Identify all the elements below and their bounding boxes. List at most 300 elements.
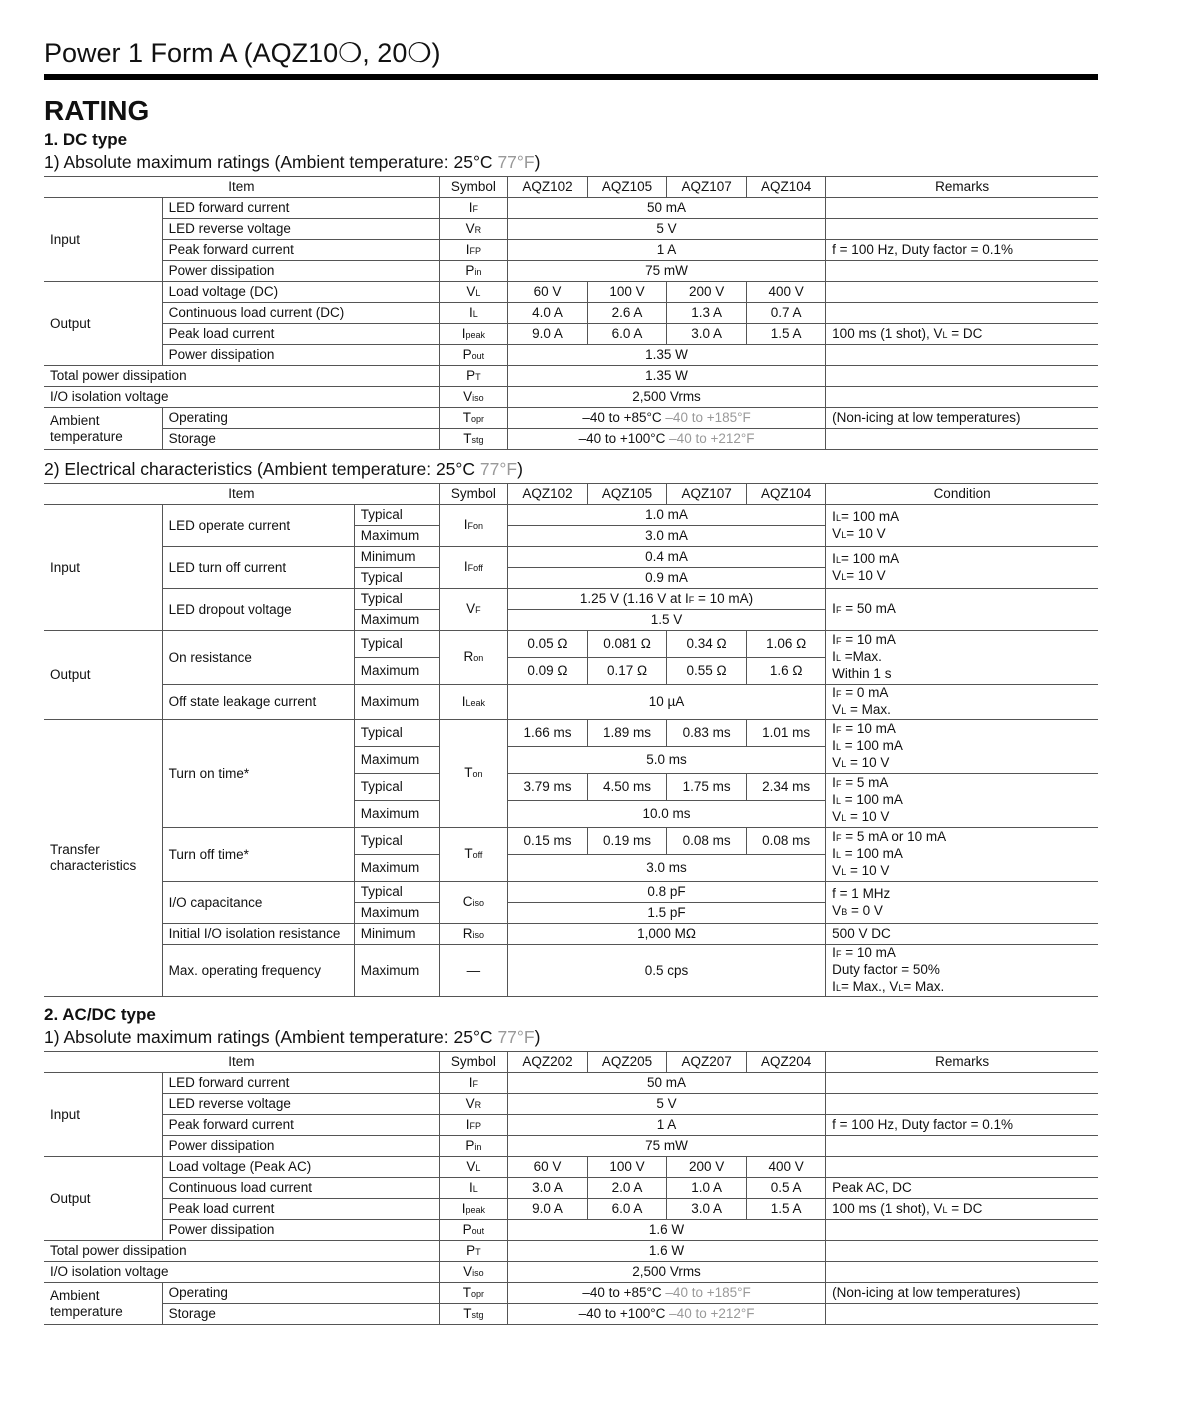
value-cell: 0.9 mA (507, 568, 825, 589)
value-cell: 0.34 Ω (667, 631, 747, 658)
cond-subscript: L (835, 796, 841, 806)
value-cell: 0.5 cps (507, 945, 825, 997)
header-col: Symbol (439, 484, 507, 505)
cond-letter: I (832, 721, 836, 736)
cond-letter: V (832, 702, 842, 717)
value-cell: 0.5 A (747, 1178, 826, 1199)
cond-subscript: L (835, 653, 841, 663)
cond-subscript: F (835, 605, 842, 615)
condition-line (832, 649, 1092, 666)
item-label: Peak load current (162, 324, 439, 345)
cond-subscript: L (835, 512, 841, 523)
cond-subscript: L (835, 742, 841, 752)
item-label: Operating (162, 408, 439, 429)
cond-subscript: L (835, 850, 841, 860)
remarks-cell (826, 366, 1098, 387)
symbol-cell (439, 1220, 507, 1241)
qualifier-cell: Maximum (354, 747, 439, 774)
remarks-cell (826, 198, 1098, 219)
condition-line (832, 886, 1092, 903)
table-row (44, 720, 1098, 747)
cond-letter: V (832, 902, 842, 918)
value-cell: 1.75 ms (667, 774, 747, 801)
symbol-subscript: L (475, 1162, 481, 1173)
value-cell: 6.0 A (587, 324, 666, 345)
symbol-letter: I (461, 693, 466, 709)
symbol-letter: I (468, 199, 473, 215)
item-label: LED reverse voltage (162, 1094, 439, 1115)
remarks: (Non-icing at low temperatures) (832, 410, 1021, 425)
table-row (44, 1073, 1098, 1094)
value-cell: 0.05 Ω (507, 631, 587, 658)
condition-line (832, 755, 1092, 772)
cond-subscript: L (841, 867, 847, 877)
symbol-subscript: peak (465, 329, 486, 340)
value-cell: 1.5 A (747, 1199, 826, 1220)
symbol-cell (439, 882, 507, 924)
symbol-subscript: L (475, 287, 481, 298)
qualifier-cell: Maximum (354, 801, 439, 828)
cond-text: = 10 mA (841, 632, 896, 647)
symbol-cell (439, 366, 507, 387)
table-row (44, 303, 1098, 324)
value-cell: 1.6 Ω (747, 658, 826, 685)
item-label: Load voltage (DC) (162, 282, 439, 303)
condition-line (832, 568, 1092, 585)
symbol-letter: I (465, 241, 470, 257)
value-cell: 1.06 Ω (747, 631, 826, 658)
qualifier-cell: Typical (354, 774, 439, 801)
table-row (44, 1241, 1098, 1262)
value: 1.35 W (645, 347, 688, 362)
value-cell: 60 V (507, 282, 587, 303)
table-row (44, 1283, 1098, 1304)
cond-letter: I (832, 792, 836, 807)
value-cell: 4.0 A (507, 303, 587, 324)
group-label: Input (44, 1073, 162, 1157)
remarks-sub: L (942, 1204, 948, 1215)
table-row (44, 589, 1098, 610)
value-cell: 4.50 ms (587, 774, 666, 801)
condition-line (832, 526, 1092, 543)
table-row (44, 282, 1098, 303)
symbol-subscript: peak (465, 1204, 486, 1215)
table-row (44, 1220, 1098, 1241)
value: 75 mW (645, 263, 688, 278)
qualifier-cell: Maximum (354, 685, 439, 720)
table-row (44, 685, 1098, 720)
acdc-absolute-ratings-table (44, 1051, 1098, 1325)
cond-text: = 10 mA (841, 945, 896, 960)
symbol-letter: C (462, 894, 473, 909)
symbol-letter: T (462, 1284, 471, 1300)
header-item: Item (44, 177, 439, 198)
remarks: Peak AC, DC (832, 1180, 912, 1195)
qualifier-cell: Typical (354, 568, 439, 589)
symbol-subscript: opr (471, 413, 485, 424)
value-cell: 0.08 ms (667, 828, 747, 855)
condition-cell (826, 685, 1098, 720)
cond-letter: I (832, 508, 836, 524)
remarks-cell (826, 429, 1098, 450)
value-cell: 200 V (667, 282, 747, 303)
group-label: Input (44, 198, 162, 282)
cond-letter: I (832, 632, 836, 647)
header-col: AQZ102 (507, 177, 587, 198)
value-cell: 5.0 ms (507, 747, 825, 774)
value-cell: 0.08 ms (747, 828, 826, 855)
cond-subscript: L (841, 706, 847, 716)
condition-line (832, 685, 1092, 702)
symbol-cell (439, 924, 507, 945)
qualifier-cell: Typical (354, 631, 439, 658)
condition-line (832, 903, 1092, 920)
value: 1.6 W (648, 1222, 685, 1237)
header-remarks: Remarks (826, 1052, 1098, 1073)
cond-subscript: L (898, 983, 904, 993)
cond-letter: I (832, 601, 836, 616)
header-col: AQZ105 (587, 484, 666, 505)
value-cell (507, 1283, 825, 1304)
dc-electrical-characteristics-table (44, 483, 1098, 997)
condition-line (832, 632, 1092, 649)
value-cell: 0.4 mA (507, 547, 825, 568)
item-label: Storage (162, 1304, 439, 1325)
table-row (44, 547, 1098, 568)
symbol-letter: T (463, 1305, 472, 1321)
value-cell (507, 387, 825, 408)
qualifier-cell: Typical (354, 720, 439, 747)
header-col: Symbol (439, 177, 507, 198)
header-col: AQZ207 (667, 1052, 747, 1073)
value-cell: 9.0 A (507, 1199, 587, 1220)
qualifier-cell: Maximum (354, 903, 439, 924)
item-label: Continuous load current (162, 1178, 439, 1199)
value-cell: 0.55 Ω (667, 658, 747, 685)
remarks-cell (826, 1283, 1098, 1304)
value: 1.6 W (648, 1243, 685, 1258)
symbol-letter: T (464, 846, 473, 861)
item-label: Continuous load current (DC) (162, 303, 439, 324)
value-cell: 3.0 mA (507, 526, 825, 547)
value: 2,500 Vrms (632, 389, 701, 404)
value: 75 mW (645, 1138, 688, 1153)
qualifier-cell: Maximum (354, 855, 439, 882)
remarks: 100 ms (1 shot), V (832, 1200, 943, 1216)
remarks-cell (826, 282, 1098, 303)
cond-text: = 10 V (846, 525, 886, 541)
symbol-letter: I (461, 1200, 466, 1216)
cond-subscript: L (841, 759, 847, 769)
symbol-subscript: Fon (467, 521, 484, 531)
value-fahrenheit: –40 to +212°F (669, 1306, 755, 1321)
cond-text: = 100 mA (840, 792, 903, 807)
table-row (44, 261, 1098, 282)
table-row (44, 219, 1098, 240)
symbol-cell (439, 1262, 507, 1283)
qualifier-cell: Maximum (354, 945, 439, 997)
item-label: I/O isolation voltage (44, 387, 439, 408)
item-label: Total power dissipation (44, 366, 439, 387)
remarks-end: = DC (947, 1200, 983, 1216)
symbol-cell (439, 1115, 507, 1136)
group-label: Ambient temperature (44, 408, 162, 450)
remarks-cell (826, 1262, 1098, 1283)
symbol-cell (439, 631, 507, 685)
value-cell (507, 429, 825, 450)
symbol-cell (439, 1283, 507, 1304)
dc-absolute-ratings-table (44, 176, 1098, 450)
item-label: Max. operating frequency (162, 945, 354, 997)
symbol-cell (439, 1178, 507, 1199)
symbol-cell (439, 303, 507, 324)
value-end: = 10 mA) (694, 590, 754, 606)
symbol-subscript: iso (472, 929, 485, 940)
value-cell: 0.19 ms (587, 828, 666, 855)
remarks-cell (826, 345, 1098, 366)
qualifier-cell: Maximum (354, 658, 439, 685)
header-condition: Condition (826, 484, 1098, 505)
symbol-cell: — (439, 945, 507, 997)
header-item: Item (44, 484, 439, 505)
symbol-letter: P (465, 1137, 475, 1153)
symbol-cell (439, 324, 507, 345)
condition-line (832, 962, 1092, 979)
condition-cell (826, 882, 1098, 924)
value-cell: 9.0 A (507, 324, 587, 345)
condition-line (832, 979, 1092, 996)
header-col: AQZ102 (507, 484, 587, 505)
item-label: Power dissipation (162, 1136, 439, 1157)
value-cell: 1.5 V (507, 610, 825, 631)
value-cell (507, 261, 825, 282)
remarks-cell (826, 1094, 1098, 1115)
symbol-subscript: in (474, 266, 482, 277)
value-cell (507, 240, 825, 261)
header-item: Item (44, 1052, 439, 1073)
table-row (44, 1262, 1098, 1283)
value: 1 A (656, 242, 677, 257)
symbol-subscript: out (471, 1225, 485, 1236)
cond-text: = 0 V (847, 902, 883, 918)
cond-letter: I (832, 550, 836, 566)
value: –40 to +85°C (582, 1285, 666, 1300)
condition-line (832, 792, 1092, 809)
symbol-letter: I (461, 325, 466, 341)
table-row (44, 387, 1098, 408)
value-cell (507, 345, 825, 366)
table-row (44, 1136, 1098, 1157)
symbol-letter: V (465, 220, 475, 236)
header-col: AQZ105 (587, 177, 666, 198)
cond-text: = 100 mA (840, 550, 900, 566)
condition-line (832, 863, 1092, 880)
cond-text: = 100 mA (840, 738, 903, 753)
condition-cell (826, 547, 1098, 589)
acdc-type-heading: 2. AC/DC type (44, 1005, 156, 1024)
symbol-subscript: F (472, 203, 479, 214)
symbol-cell (439, 1157, 507, 1178)
cond-text: = 10 V (846, 863, 890, 878)
symbol-subscript: stg (471, 434, 484, 445)
cond-subscript: F (835, 779, 842, 789)
table-row (44, 1304, 1098, 1325)
condition-cell: 500 V DC (826, 924, 1098, 945)
value-cell (507, 219, 825, 240)
remarks-cell (826, 1136, 1098, 1157)
symbol-letter: R (463, 649, 474, 664)
symbol-letter: I (463, 517, 468, 532)
value-cell: 0.83 ms (667, 720, 747, 747)
cond-letter: V (832, 525, 842, 541)
value-cell: 1.0 A (667, 1178, 747, 1199)
value-cell (507, 1241, 825, 1262)
table-row (44, 366, 1098, 387)
header-remarks: Remarks (826, 177, 1098, 198)
condition-line (832, 829, 1092, 846)
value-cell: 1,000 MΩ (507, 924, 825, 945)
remarks: f = 100 Hz, Duty factor = 0.1% (832, 1117, 1014, 1132)
value-cell: 1.5 A (747, 324, 826, 345)
qualifier-cell: Minimum (354, 547, 439, 568)
value-cell: 3.0 A (667, 324, 747, 345)
value-cell: 0.081 Ω (587, 631, 666, 658)
item-label: On resistance (162, 631, 354, 685)
qualifier-cell: Maximum (354, 526, 439, 547)
header-col: AQZ107 (667, 484, 747, 505)
symbol-letter: I (469, 304, 473, 320)
symbol-subscript: iso (472, 1267, 484, 1278)
value-cell (507, 1094, 825, 1115)
value: 1.25 V (1.16 V at I (579, 590, 689, 606)
item-label: Turn on time* (162, 720, 354, 828)
table-row (44, 1199, 1098, 1220)
qualifier-cell: Typical (354, 882, 439, 903)
value-cell: 0.8 pF (507, 882, 825, 903)
value-cell: 0.7 A (747, 303, 826, 324)
qualifier-cell: Typical (354, 505, 439, 526)
item-label: I/O isolation voltage (44, 1262, 439, 1283)
value-cell: 3.0 A (507, 1178, 587, 1199)
value: –40 to +100°C (578, 431, 670, 446)
remarks-cell (826, 1304, 1098, 1325)
item-label: LED dropout voltage (162, 589, 354, 631)
cond-text: = 5 mA or 10 mA (841, 829, 947, 844)
symbol-cell (439, 408, 507, 429)
value-cell: 100 V (587, 282, 666, 303)
symbol-letter: P (462, 1221, 472, 1237)
value-cell: 1.3 A (667, 303, 747, 324)
symbol-letter: I (469, 1179, 473, 1195)
table-row (44, 198, 1098, 219)
symbol-cell (439, 1136, 507, 1157)
item-label: Peak load current (162, 1199, 439, 1220)
symbol-letter: T (463, 430, 472, 446)
table-row (44, 1115, 1098, 1136)
item-label: LED operate current (162, 505, 354, 547)
remarks: 100 ms (1 shot), V (832, 325, 943, 341)
cond-subscript: L (835, 983, 841, 993)
symbol-letter: I (463, 559, 468, 574)
symbol-subscript: FP (469, 1120, 482, 1131)
cond-letter: I (832, 829, 836, 844)
symbol-subscript: on (472, 769, 483, 779)
value-cell: 60 V (507, 1157, 587, 1178)
symbol-subscript: Leak (465, 697, 486, 708)
value-cell: 0.09 Ω (507, 658, 587, 685)
symbol-subscript: out (471, 350, 485, 361)
header-col: Symbol (439, 1052, 507, 1073)
value-cell: 100 V (587, 1157, 666, 1178)
symbol-subscript: L (472, 1183, 478, 1194)
value-fahrenheit: –40 to +185°F (665, 410, 751, 425)
cond-letter: I (832, 846, 836, 861)
condition-line (832, 601, 1092, 618)
symbol-letter: T (462, 409, 471, 425)
cond-text: = 10 V (846, 809, 890, 824)
table-row (44, 408, 1098, 429)
remarks: (Non-icing at low temperatures) (832, 1285, 1021, 1300)
group-label: Ambient temperature (44, 1283, 162, 1325)
cond-text: = 5 mA (841, 775, 889, 790)
remarks-cell (826, 1178, 1098, 1199)
condition-line (832, 509, 1092, 526)
symbol-cell (439, 547, 507, 589)
qualifier-cell: Minimum (354, 924, 439, 945)
value-sub: F (688, 594, 695, 605)
condition-line (832, 809, 1092, 826)
value: –40 to +100°C (578, 1306, 670, 1321)
cond-text: = 50 mA (841, 601, 896, 616)
symbol-letter: I (468, 1074, 473, 1090)
remarks-sub: L (942, 329, 948, 340)
symbol-subscript: F (472, 1078, 479, 1089)
value-cell: 2.0 A (587, 1178, 666, 1199)
value-cell (507, 1220, 825, 1241)
item-label: I/O capacitance (162, 882, 354, 924)
cond-text: = 10 V (846, 567, 886, 583)
condition-cell (826, 589, 1098, 631)
symbol-subscript: in (474, 1141, 482, 1152)
group-label: Transfer characteristics (44, 720, 162, 997)
symbol-cell (439, 505, 507, 547)
item-label: Load voltage (Peak AC) (162, 1157, 439, 1178)
cond-letter: I (832, 649, 836, 664)
remarks-cell (826, 303, 1098, 324)
cond-letter: I (832, 775, 836, 790)
value: 1.35 W (645, 368, 688, 383)
cond-subscript: L (841, 529, 847, 540)
remarks-end: = DC (947, 325, 983, 341)
cond-text: f = 1 MHz (832, 885, 891, 901)
value-cell: 400 V (747, 282, 826, 303)
symbol-cell (439, 685, 507, 720)
condition-cell (826, 720, 1098, 774)
remarks-cell (826, 219, 1098, 240)
table-row (44, 345, 1098, 366)
cond-subscript: F (835, 833, 842, 843)
cond-subscript: L (841, 571, 847, 582)
table-row (44, 828, 1098, 855)
condition-line (832, 775, 1092, 792)
symbol-letter: V (466, 283, 476, 299)
symbol-letter: T (464, 765, 473, 780)
value: 5 V (656, 221, 677, 236)
remarks-cell (826, 1115, 1098, 1136)
qualifier-cell: Typical (354, 589, 439, 610)
remarks-cell (826, 1157, 1098, 1178)
symbol-subscript: L (472, 308, 478, 319)
